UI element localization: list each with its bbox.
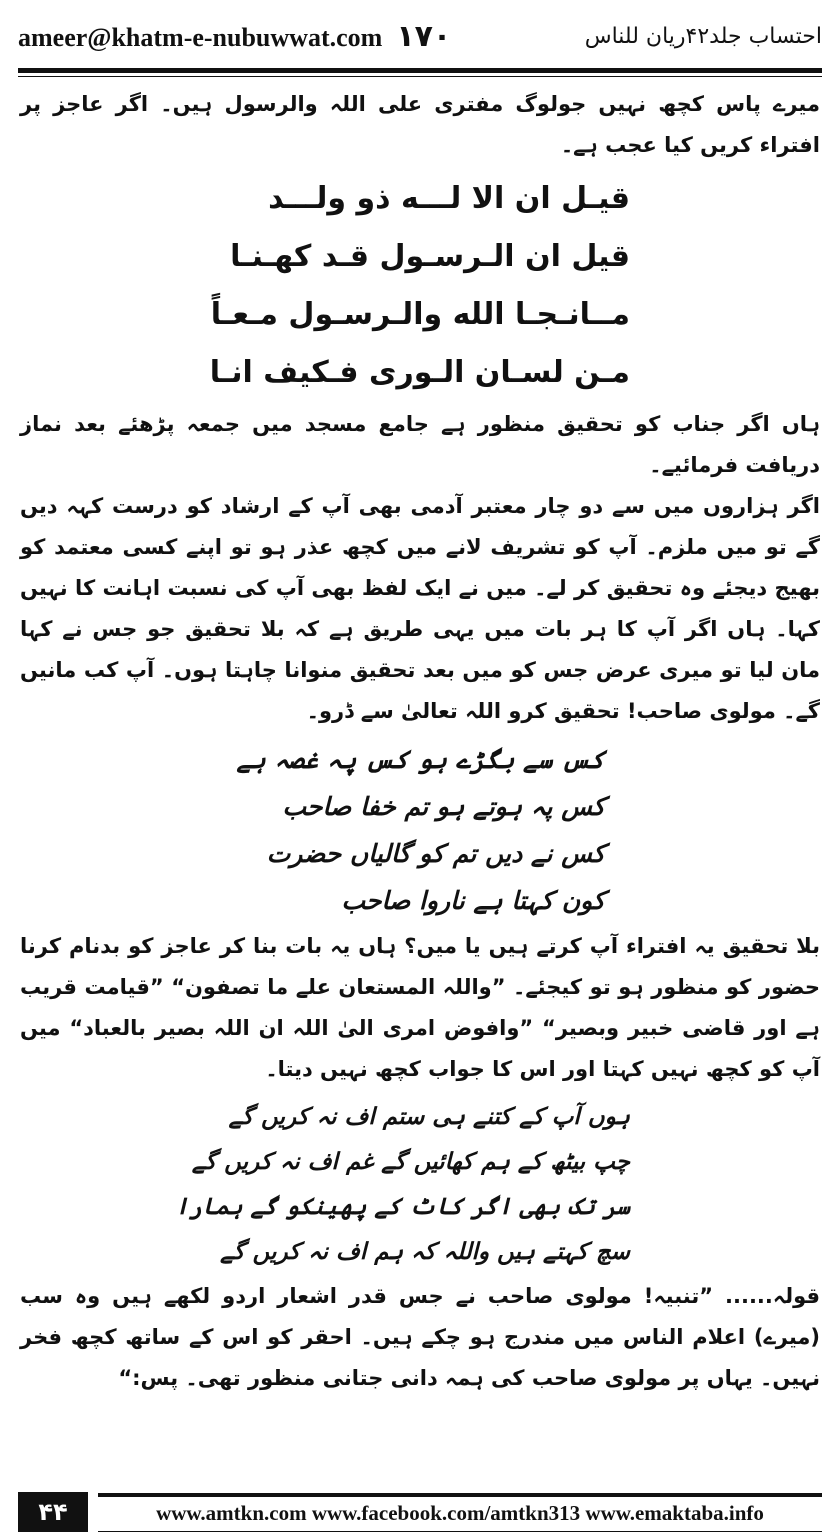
arabic-verse: قيـل ان الا لـــه ذو ولـــد	[268, 181, 630, 216]
paragraph-1: میرے پاس کچھ نہیں جولوگ مفتری علی اللہ والرسول ہیں۔ اگر عاجز پر افتراء کریں کیا عجب ہے۔	[20, 92, 820, 157]
header-email: ameer@khatm-e-nubuwwat.com	[18, 22, 383, 52]
arabic-verse: قيل ان الـرسـول قـد كهـنـا	[230, 239, 630, 274]
page-number: ۱۷۰	[396, 18, 452, 54]
arabic-verse-block	[20, 170, 820, 402]
paragraph-4: بلا تحقیق یہ افتراء آپ کرتے ہیں یا میں؟ ہاں یہ بات بنا کر عاجز کو بدنام کرنا حضور کو منظور ہو تو کیجئے۔ ”واللہ المستعان علے ما تصفون“ ”قیامت قریب ہے اور قاضی خبیر وبصیر“ ”وافوض امری الیٰ اللہ ان اللہ بصیر بالعباد“ میں آپ کو کچھ نہیں کہتا اور اس کا جواب کچھ نہیں دیتا۔	[20, 934, 820, 1081]
page-content	[20, 84, 820, 1470]
book-title: احتساب جلد۴۲ریان للناس	[584, 23, 822, 49]
arabic-verse: مـن لسـان الـورى فـكيف انـا	[209, 355, 630, 390]
paragraph-2: ہاں اگر جناب کو تحقیق منظور ہے جامع مسجد میں جمعہ پڑھئے بعد نماز دریافت فرمائیے۔	[20, 412, 820, 477]
urdu-verse: کس نے دیں تم کو گالیاں حضرت	[266, 839, 605, 868]
header-rule-thick	[18, 68, 822, 73]
urdu-verse: ہوں آپ کے کتنے ہی ستم اف نہ کریں گے	[228, 1103, 630, 1130]
footer-page-badge: ۴۴	[18, 1492, 88, 1532]
urdu-verse: سر تک بھی اگر کاٹ کے پھینکو گے ہمارا	[175, 1193, 630, 1220]
header-left	[18, 19, 451, 54]
urdu-verse-block-1	[20, 736, 820, 924]
urdu-verse: کس سے بگڑے ہو کس پہ غصہ ہے	[236, 745, 605, 774]
urdu-verse: کون کہتا ہے ناروا صاحب	[341, 886, 605, 915]
urdu-verse: سچ کہتے ہیں واللہ کہ ہم اف نہ کریں گے	[220, 1238, 630, 1265]
paragraph-5: قولہ...... ”تنبیہ! مولوی صاحب نے جس قدر اشعار اردو لکھے ہیں وہ سب (میرے) اعلام الناس میں مندرج ہو چکے ہیں۔ احقر کو اس کے ساتھ کچھ فخر نہیں۔ یہاں پر مولوی صاحب کی ہمہ دانی جتانی منظور تھی۔ پس:“	[20, 1284, 820, 1390]
page-footer	[18, 1492, 822, 1532]
header-rule-thin	[18, 76, 822, 77]
footer-urls: www.amtkn.com www.facebook.com/amtkn313 www.emaktaba.info	[98, 1493, 822, 1532]
paragraph-3: اگر ہزاروں میں سے دو چار معتبر آدمی بھی آپ کے ارشاد کو درست کہہ دیں گے تو میں ملزم۔ آپ کو تشریف لانے میں کچھ عذر ہو تو اپنے کسی معتمد کو بھیج دیجئے وہ تحقیق کر لے۔ میں نے ایک لفظ بھی آپ کی نسبت اہانت کا نہیں کہا۔ ہاں اگر آپ کا ہر بات میں یہی طریق ہے کہ بلا تحقیق جو جس نے کہا مان لیا تو میری عرض جس کو میں بعد تحقیق منوانا چاہتا ہوں۔ آپ کب مانیں گے۔ مولوی صاحب! تحقیق کرو اللہ تعالیٰ سے ڈرو۔	[20, 494, 820, 723]
urdu-verse-block-2	[20, 1094, 820, 1274]
arabic-verse: مــانـجـا الله والـرسـول مـعـاً	[210, 297, 630, 332]
urdu-verse: چپ بیٹھ کے ہم کھائیں گے غم اف نہ کریں گے	[191, 1148, 630, 1175]
urdu-verse: کس پہ ہوتے ہو تم خفا صاحب	[282, 792, 605, 821]
page-header	[18, 6, 822, 66]
